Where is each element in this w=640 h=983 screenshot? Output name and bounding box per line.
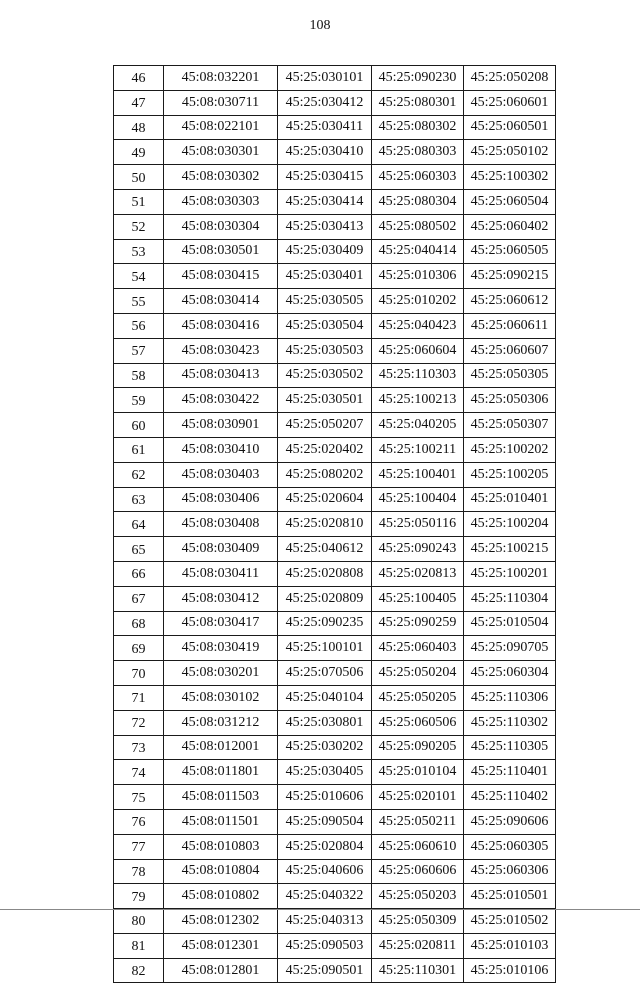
table-row <box>114 388 556 413</box>
quarter-code-cell-3: 45:25:110306 <box>464 685 556 710</box>
quarter-code-cell-2: 45:25:050211 <box>372 809 464 834</box>
district-code-cell: 45:08:011503 <box>164 785 278 810</box>
table-row <box>114 487 556 512</box>
row-number-cell: 48 <box>114 115 164 140</box>
quarter-code-cell-1: 45:25:030502 <box>278 363 372 388</box>
quarter-code-cell-2: 45:25:080502 <box>372 214 464 239</box>
district-code-cell: 45:08:031212 <box>164 710 278 735</box>
row-number-cell: 61 <box>114 437 164 462</box>
quarter-code-cell-2: 45:25:050116 <box>372 512 464 537</box>
quarter-code-cell-2: 45:25:100404 <box>372 487 464 512</box>
table-row <box>114 66 556 91</box>
district-code-cell: 45:08:030413 <box>164 363 278 388</box>
table-body <box>114 66 556 983</box>
quarter-code-cell-2: 45:25:040414 <box>372 239 464 264</box>
row-number-cell: 71 <box>114 685 164 710</box>
table-row <box>114 165 556 190</box>
quarter-code-cell-1: 45:25:030101 <box>278 66 372 91</box>
quarter-code-cell-2: 45:25:040205 <box>372 413 464 438</box>
page-bottom-edge <box>0 909 640 910</box>
quarter-code-cell-2: 45:25:090243 <box>372 537 464 562</box>
cadastral-table-container <box>113 65 556 983</box>
quarter-code-cell-1: 45:25:030801 <box>278 710 372 735</box>
district-code-cell: 45:08:022101 <box>164 115 278 140</box>
quarter-code-cell-1: 45:25:030405 <box>278 760 372 785</box>
quarter-code-cell-3: 45:25:050208 <box>464 66 556 91</box>
quarter-code-cell-2: 45:25:020101 <box>372 785 464 810</box>
quarter-code-cell-1: 45:25:040606 <box>278 859 372 884</box>
quarter-code-cell-2: 45:25:080301 <box>372 90 464 115</box>
table-row <box>114 685 556 710</box>
table-row <box>114 859 556 884</box>
quarter-code-cell-3: 45:25:050307 <box>464 413 556 438</box>
quarter-code-cell-1: 45:25:030414 <box>278 189 372 214</box>
table-row <box>114 661 556 686</box>
table-row <box>114 90 556 115</box>
quarter-code-cell-3: 45:25:100302 <box>464 165 556 190</box>
table-row <box>114 537 556 562</box>
district-code-cell: 45:08:030901 <box>164 413 278 438</box>
district-code-cell: 45:08:030304 <box>164 214 278 239</box>
quarter-code-cell-3: 45:25:110302 <box>464 710 556 735</box>
district-code-cell: 45:08:010803 <box>164 834 278 859</box>
row-number-cell: 70 <box>114 661 164 686</box>
table-row <box>114 462 556 487</box>
row-number-cell: 81 <box>114 933 164 958</box>
district-code-cell: 45:08:030412 <box>164 586 278 611</box>
table-row <box>114 760 556 785</box>
quarter-code-cell-1: 45:25:050207 <box>278 413 372 438</box>
district-code-cell: 45:08:030409 <box>164 537 278 562</box>
quarter-code-cell-1: 45:25:030413 <box>278 214 372 239</box>
quarter-code-cell-2: 45:25:010202 <box>372 289 464 314</box>
district-code-cell: 45:08:011801 <box>164 760 278 785</box>
table-row <box>114 512 556 537</box>
quarter-code-cell-1: 45:25:090503 <box>278 933 372 958</box>
quarter-code-cell-2: 45:25:080302 <box>372 115 464 140</box>
quarter-code-cell-1: 45:25:020804 <box>278 834 372 859</box>
district-code-cell: 45:08:030501 <box>164 239 278 264</box>
quarter-code-cell-1: 45:25:030504 <box>278 313 372 338</box>
table-row <box>114 611 556 636</box>
row-number-cell: 79 <box>114 884 164 909</box>
district-code-cell: 45:08:012301 <box>164 933 278 958</box>
row-number-cell: 66 <box>114 561 164 586</box>
district-code-cell: 45:08:010802 <box>164 884 278 909</box>
row-number-cell: 75 <box>114 785 164 810</box>
row-number-cell: 57 <box>114 338 164 363</box>
table-row <box>114 239 556 264</box>
quarter-code-cell-1: 45:25:030501 <box>278 388 372 413</box>
quarter-code-cell-1: 45:25:040104 <box>278 685 372 710</box>
quarter-code-cell-1: 45:25:090504 <box>278 809 372 834</box>
district-code-cell: 45:08:030422 <box>164 388 278 413</box>
row-number-cell: 62 <box>114 462 164 487</box>
quarter-code-cell-3: 45:25:090705 <box>464 636 556 661</box>
quarter-code-cell-2: 45:25:020813 <box>372 561 464 586</box>
district-code-cell: 45:08:011501 <box>164 809 278 834</box>
district-code-cell: 45:08:030102 <box>164 685 278 710</box>
table-row <box>114 735 556 760</box>
table-row <box>114 884 556 909</box>
quarter-code-cell-3: 45:25:060601 <box>464 90 556 115</box>
quarter-code-cell-2: 45:25:110301 <box>372 958 464 983</box>
quarter-code-cell-2: 45:25:080304 <box>372 189 464 214</box>
quarter-code-cell-3: 45:25:060504 <box>464 189 556 214</box>
row-number-cell: 65 <box>114 537 164 562</box>
district-code-cell: 45:08:030302 <box>164 165 278 190</box>
quarter-code-cell-3: 45:25:060305 <box>464 834 556 859</box>
quarter-code-cell-3: 45:25:060607 <box>464 338 556 363</box>
page-number: 108 <box>309 18 331 33</box>
quarter-code-cell-2: 45:25:060403 <box>372 636 464 661</box>
quarter-code-cell-2: 45:25:060506 <box>372 710 464 735</box>
row-number-cell: 68 <box>114 611 164 636</box>
quarter-code-cell-3: 45:25:010401 <box>464 487 556 512</box>
quarter-code-cell-2: 45:25:060610 <box>372 834 464 859</box>
district-code-cell: 45:08:030416 <box>164 313 278 338</box>
quarter-code-cell-3: 45:25:060505 <box>464 239 556 264</box>
district-code-cell: 45:08:030301 <box>164 140 278 165</box>
row-number-cell: 53 <box>114 239 164 264</box>
row-number-cell: 80 <box>114 909 164 934</box>
row-number-cell: 67 <box>114 586 164 611</box>
quarter-code-cell-1: 45:25:020808 <box>278 561 372 586</box>
row-number-cell: 74 <box>114 760 164 785</box>
quarter-code-cell-1: 45:25:030415 <box>278 165 372 190</box>
table-row <box>114 264 556 289</box>
quarter-code-cell-2: 45:25:100213 <box>372 388 464 413</box>
quarter-code-cell-1: 45:25:080202 <box>278 462 372 487</box>
table-row <box>114 338 556 363</box>
quarter-code-cell-2: 45:25:050203 <box>372 884 464 909</box>
quarter-code-cell-1: 45:25:090235 <box>278 611 372 636</box>
quarter-code-cell-3: 45:25:060402 <box>464 214 556 239</box>
quarter-code-cell-2: 45:25:010306 <box>372 264 464 289</box>
district-code-cell: 45:08:030411 <box>164 561 278 586</box>
row-number-cell: 49 <box>114 140 164 165</box>
quarter-code-cell-1: 45:25:030411 <box>278 115 372 140</box>
quarter-code-cell-3: 45:25:100215 <box>464 537 556 562</box>
quarter-code-cell-3: 45:25:100201 <box>464 561 556 586</box>
table-row <box>114 313 556 338</box>
quarter-code-cell-1: 45:25:030505 <box>278 289 372 314</box>
quarter-code-cell-3: 45:25:050305 <box>464 363 556 388</box>
quarter-code-cell-3: 45:25:010103 <box>464 933 556 958</box>
row-number-cell: 69 <box>114 636 164 661</box>
quarter-code-cell-3: 45:25:050306 <box>464 388 556 413</box>
table-row <box>114 636 556 661</box>
quarter-code-cell-2: 45:25:090230 <box>372 66 464 91</box>
quarter-code-cell-2: 45:25:020811 <box>372 933 464 958</box>
quarter-code-cell-3: 45:25:100202 <box>464 437 556 462</box>
district-code-cell: 45:08:012801 <box>164 958 278 983</box>
quarter-code-cell-3: 45:25:100205 <box>464 462 556 487</box>
table-row <box>114 437 556 462</box>
row-number-cell: 73 <box>114 735 164 760</box>
quarter-code-cell-2: 45:25:040423 <box>372 313 464 338</box>
district-code-cell: 45:08:030711 <box>164 90 278 115</box>
district-code-cell: 45:08:030414 <box>164 289 278 314</box>
quarter-code-cell-3: 45:25:010106 <box>464 958 556 983</box>
table-row <box>114 958 556 983</box>
quarter-code-cell-3: 45:25:100204 <box>464 512 556 537</box>
row-number-cell: 77 <box>114 834 164 859</box>
table-row <box>114 189 556 214</box>
quarter-code-cell-2: 45:25:080303 <box>372 140 464 165</box>
quarter-code-cell-2: 45:25:050204 <box>372 661 464 686</box>
table-row <box>114 413 556 438</box>
row-number-cell: 56 <box>114 313 164 338</box>
quarter-code-cell-3: 45:25:110402 <box>464 785 556 810</box>
quarter-code-cell-2: 45:25:060303 <box>372 165 464 190</box>
row-number-cell: 78 <box>114 859 164 884</box>
quarter-code-cell-2: 45:25:010104 <box>372 760 464 785</box>
table-row <box>114 214 556 239</box>
quarter-code-cell-1: 45:25:030401 <box>278 264 372 289</box>
quarter-code-cell-2: 45:25:090259 <box>372 611 464 636</box>
cadastral-table <box>113 65 556 983</box>
district-code-cell: 45:08:030201 <box>164 661 278 686</box>
table-row <box>114 586 556 611</box>
row-number-cell: 54 <box>114 264 164 289</box>
quarter-code-cell-3: 45:25:060611 <box>464 313 556 338</box>
row-number-cell: 52 <box>114 214 164 239</box>
quarter-code-cell-2: 45:25:100401 <box>372 462 464 487</box>
district-code-cell: 45:08:030410 <box>164 437 278 462</box>
table-row <box>114 140 556 165</box>
quarter-code-cell-3: 45:25:050102 <box>464 140 556 165</box>
row-number-cell: 50 <box>114 165 164 190</box>
table-row <box>114 785 556 810</box>
quarter-code-cell-3: 45:25:010504 <box>464 611 556 636</box>
district-code-cell: 45:08:030303 <box>164 189 278 214</box>
district-code-cell: 45:08:030423 <box>164 338 278 363</box>
quarter-code-cell-1: 45:25:030410 <box>278 140 372 165</box>
quarter-code-cell-1: 45:25:070506 <box>278 661 372 686</box>
quarter-code-cell-2: 45:25:100211 <box>372 437 464 462</box>
quarter-code-cell-3: 45:25:090606 <box>464 809 556 834</box>
quarter-code-cell-1: 45:25:020809 <box>278 586 372 611</box>
quarter-code-cell-2: 45:25:050309 <box>372 909 464 934</box>
row-number-cell: 72 <box>114 710 164 735</box>
table-row <box>114 809 556 834</box>
district-code-cell: 45:08:012001 <box>164 735 278 760</box>
quarter-code-cell-1: 45:25:020810 <box>278 512 372 537</box>
row-number-cell: 46 <box>114 66 164 91</box>
row-number-cell: 63 <box>114 487 164 512</box>
quarter-code-cell-3: 45:25:010502 <box>464 909 556 934</box>
row-number-cell: 64 <box>114 512 164 537</box>
quarter-code-cell-1: 45:25:030503 <box>278 338 372 363</box>
district-code-cell: 45:08:010804 <box>164 859 278 884</box>
row-number-cell: 58 <box>114 363 164 388</box>
table-row <box>114 115 556 140</box>
quarter-code-cell-1: 45:25:030202 <box>278 735 372 760</box>
quarter-code-cell-1: 45:25:020402 <box>278 437 372 462</box>
quarter-code-cell-3: 45:25:110304 <box>464 586 556 611</box>
district-code-cell: 45:08:012302 <box>164 909 278 934</box>
row-number-cell: 59 <box>114 388 164 413</box>
table-row <box>114 909 556 934</box>
quarter-code-cell-2: 45:25:110303 <box>372 363 464 388</box>
quarter-code-cell-2: 45:25:050205 <box>372 685 464 710</box>
quarter-code-cell-3: 45:25:060306 <box>464 859 556 884</box>
district-code-cell: 45:08:030403 <box>164 462 278 487</box>
quarter-code-cell-3: 45:25:060304 <box>464 661 556 686</box>
district-code-cell: 45:08:032201 <box>164 66 278 91</box>
district-code-cell: 45:08:030408 <box>164 512 278 537</box>
district-code-cell: 45:08:030406 <box>164 487 278 512</box>
row-number-cell: 60 <box>114 413 164 438</box>
quarter-code-cell-3: 45:25:010501 <box>464 884 556 909</box>
quarter-code-cell-3: 45:25:090215 <box>464 264 556 289</box>
quarter-code-cell-1: 45:25:020604 <box>278 487 372 512</box>
quarter-code-cell-1: 45:25:100101 <box>278 636 372 661</box>
quarter-code-cell-3: 45:25:060501 <box>464 115 556 140</box>
quarter-code-cell-1: 45:25:090501 <box>278 958 372 983</box>
row-number-cell: 82 <box>114 958 164 983</box>
row-number-cell: 47 <box>114 90 164 115</box>
quarter-code-cell-3: 45:25:060612 <box>464 289 556 314</box>
quarter-code-cell-1: 45:25:040313 <box>278 909 372 934</box>
quarter-code-cell-1: 45:25:010606 <box>278 785 372 810</box>
quarter-code-cell-1: 45:25:040322 <box>278 884 372 909</box>
district-code-cell: 45:08:030415 <box>164 264 278 289</box>
row-number-cell: 55 <box>114 289 164 314</box>
district-code-cell: 45:08:030417 <box>164 611 278 636</box>
quarter-code-cell-1: 45:25:030409 <box>278 239 372 264</box>
table-row <box>114 834 556 859</box>
table-row <box>114 289 556 314</box>
quarter-code-cell-3: 45:25:110305 <box>464 735 556 760</box>
district-code-cell: 45:08:030419 <box>164 636 278 661</box>
table-row <box>114 561 556 586</box>
quarter-code-cell-2: 45:25:060604 <box>372 338 464 363</box>
quarter-code-cell-1: 45:25:030412 <box>278 90 372 115</box>
row-number-cell: 76 <box>114 809 164 834</box>
quarter-code-cell-3: 45:25:110401 <box>464 760 556 785</box>
row-number-cell: 51 <box>114 189 164 214</box>
quarter-code-cell-2: 45:25:100405 <box>372 586 464 611</box>
quarter-code-cell-2: 45:25:060606 <box>372 859 464 884</box>
quarter-code-cell-2: 45:25:090205 <box>372 735 464 760</box>
table-row <box>114 933 556 958</box>
quarter-code-cell-1: 45:25:040612 <box>278 537 372 562</box>
table-row <box>114 363 556 388</box>
table-row <box>114 710 556 735</box>
